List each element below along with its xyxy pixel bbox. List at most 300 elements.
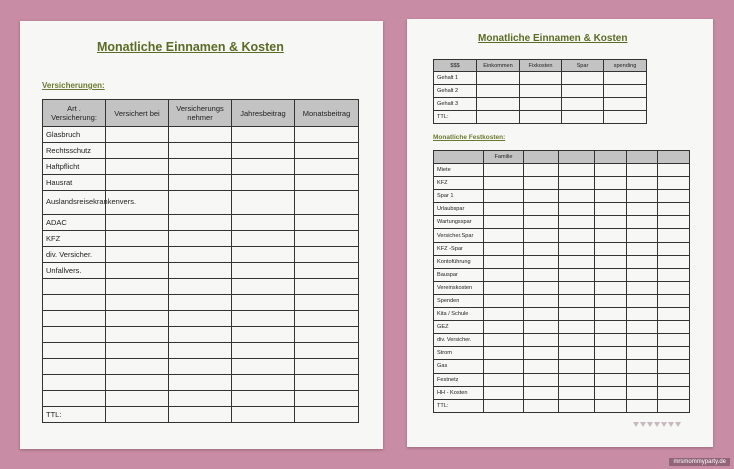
insurance-entry-cell[interactable] — [295, 359, 359, 375]
fixed-costs-entry-cell[interactable] — [627, 294, 658, 307]
fixed-costs-entry-cell[interactable] — [627, 164, 658, 177]
fixed-costs-entry-cell[interactable] — [559, 308, 595, 321]
insurance-entry-cell[interactable] — [232, 215, 295, 231]
fixed-costs-column-header — [627, 151, 658, 164]
insurance-entry-cell[interactable] — [295, 127, 359, 143]
fixed-costs-row-label: Gas — [434, 360, 484, 373]
insurance-column-header: Art . Versicherung: — [43, 100, 106, 127]
insurance-entry-cell[interactable] — [169, 247, 232, 263]
fixed-costs-entry-cell[interactable] — [484, 268, 524, 281]
fixed-costs-entry-cell[interactable] — [559, 203, 595, 216]
fixed-costs-entry-cell[interactable] — [484, 347, 524, 360]
fixed-costs-entry-cell[interactable] — [658, 242, 690, 255]
fixed-costs-entry-cell[interactable] — [627, 190, 658, 203]
insurance-entry-cell[interactable] — [169, 175, 232, 191]
insurance-entry-cell[interactable] — [106, 343, 169, 359]
insurance-entry-cell[interactable] — [169, 159, 232, 175]
insurance-entry-cell[interactable] — [169, 407, 232, 423]
income-entry-cell[interactable] — [520, 111, 562, 124]
fixed-costs-entry-cell[interactable] — [627, 360, 658, 373]
insurance-entry-cell[interactable] — [106, 175, 169, 191]
fixed-costs-row-label: Strom — [434, 347, 484, 360]
income-row — [434, 98, 647, 111]
income-entry-cell[interactable] — [520, 85, 562, 98]
fixed-costs-entry-cell[interactable] — [524, 386, 559, 399]
insurance-row-label — [43, 311, 106, 327]
income-entry-cell[interactable] — [562, 111, 604, 124]
insurance-entry-cell[interactable] — [169, 127, 232, 143]
income-row — [434, 111, 647, 124]
insurance-entry-cell[interactable] — [106, 159, 169, 175]
insurance-entry-cell[interactable] — [232, 159, 295, 175]
fixed-costs-entry-cell[interactable] — [524, 177, 559, 190]
fixed-costs-row-label: HH - Kosten — [434, 386, 484, 399]
income-entry-cell[interactable] — [604, 72, 647, 85]
insurance-row-label — [43, 279, 106, 295]
insurance-entry-cell[interactable] — [295, 263, 359, 279]
fixed-costs-entry-cell[interactable] — [658, 399, 690, 412]
insurance-row-label: Haftpflicht — [43, 159, 106, 175]
fixed-costs-entry-cell[interactable] — [627, 203, 658, 216]
fixed-costs-row — [434, 321, 690, 334]
fixed-costs-entry-cell[interactable] — [524, 360, 559, 373]
income-row — [434, 85, 647, 98]
fixed-costs-entry-cell[interactable] — [559, 164, 595, 177]
fixed-costs-entry-cell[interactable] — [595, 242, 627, 255]
fixed-costs-entry-cell[interactable] — [559, 360, 595, 373]
insurance-row-label: Glasbruch — [43, 127, 106, 143]
fixed-costs-entry-cell[interactable] — [595, 308, 627, 321]
insurance-entry-cell[interactable] — [295, 391, 359, 407]
insurance-entry-cell[interactable] — [169, 311, 232, 327]
fixed-costs-entry-cell[interactable] — [559, 399, 595, 412]
fixed-costs-entry-cell[interactable] — [658, 321, 690, 334]
insurance-row-label: Rechtsschutz — [43, 143, 106, 159]
insurance-entry-cell[interactable] — [232, 263, 295, 279]
insurance-entry-cell[interactable] — [232, 327, 295, 343]
insurance-entry-cell[interactable] — [295, 343, 359, 359]
fixed-costs-row — [434, 268, 690, 281]
fixed-costs-entry-cell[interactable] — [524, 164, 559, 177]
fixed-costs-entry-cell[interactable] — [524, 281, 559, 294]
fixed-costs-entry-cell[interactable] — [627, 308, 658, 321]
fixed-costs-entry-cell[interactable] — [658, 360, 690, 373]
fixed-costs-row-label: Versicher.Spar — [434, 229, 484, 242]
fixed-costs-entry-cell[interactable] — [524, 190, 559, 203]
insurance-entry-cell[interactable] — [169, 143, 232, 159]
insurance-row — [43, 407, 359, 423]
income-entry-cell[interactable] — [562, 85, 604, 98]
insurance-entry-cell[interactable] — [169, 263, 232, 279]
fixed-costs-entry-cell[interactable] — [524, 294, 559, 307]
fixed-costs-entry-cell[interactable] — [627, 216, 658, 229]
insurance-entry-cell[interactable] — [232, 343, 295, 359]
income-row-label: Gehalt 1 — [434, 72, 477, 85]
fixed-costs-entry-cell[interactable] — [559, 386, 595, 399]
fixed-costs-column-header — [524, 151, 559, 164]
fixed-costs-entry-cell[interactable] — [484, 216, 524, 229]
insurance-row — [43, 375, 359, 391]
fixed-costs-row-label: Spenden — [434, 294, 484, 307]
insurance-entry-cell[interactable] — [169, 191, 232, 215]
fixed-costs-entry-cell[interactable] — [484, 281, 524, 294]
insurance-entry-cell[interactable] — [169, 391, 232, 407]
watermark: mrsmommyparty.de — [669, 458, 730, 466]
insurance-entry-cell[interactable] — [169, 231, 232, 247]
insurance-entry-cell[interactable] — [232, 191, 295, 215]
fixed-costs-entry-cell[interactable] — [559, 229, 595, 242]
fixed-costs-row — [434, 399, 690, 412]
insurance-entry-cell[interactable] — [106, 279, 169, 295]
fixed-costs-entry-cell[interactable] — [627, 229, 658, 242]
insurance-entry-cell[interactable] — [295, 279, 359, 295]
insurance-entry-cell[interactable] — [232, 311, 295, 327]
fixed-costs-entry-cell[interactable] — [658, 386, 690, 399]
fixed-costs-entry-cell[interactable] — [595, 190, 627, 203]
insurance-entry-cell[interactable] — [232, 143, 295, 159]
income-entry-cell[interactable] — [520, 98, 562, 111]
insurance-row — [43, 247, 359, 263]
income-entry-cell[interactable] — [604, 85, 647, 98]
income-entry-cell[interactable] — [477, 98, 520, 111]
fixed-costs-row-label: Bauspar — [434, 268, 484, 281]
insurance-row — [43, 231, 359, 247]
fixed-costs-entry-cell[interactable] — [658, 334, 690, 347]
insurance-entry-cell[interactable] — [169, 343, 232, 359]
insurance-entry-cell[interactable] — [232, 279, 295, 295]
fixed-costs-entry-cell[interactable] — [658, 190, 690, 203]
insurance-entry-cell[interactable] — [106, 215, 169, 231]
fixed-costs-entry-cell[interactable] — [658, 203, 690, 216]
insurance-entry-cell[interactable] — [106, 311, 169, 327]
fixed-costs-entry-cell[interactable] — [484, 321, 524, 334]
fixed-costs-entry-cell[interactable] — [658, 268, 690, 281]
fixed-costs-entry-cell[interactable] — [559, 373, 595, 386]
insurance-entry-cell[interactable] — [295, 175, 359, 191]
income-entry-cell[interactable] — [477, 111, 520, 124]
fixed-costs-entry-cell[interactable] — [658, 164, 690, 177]
insurance-row-label — [43, 391, 106, 407]
insurance-entry-cell[interactable] — [232, 247, 295, 263]
fixed-costs-row — [434, 216, 690, 229]
fixed-costs-entry-cell[interactable] — [559, 177, 595, 190]
fixed-costs-entry-cell[interactable] — [595, 294, 627, 307]
fixed-costs-column-header — [658, 151, 690, 164]
fixed-costs-entry-cell[interactable] — [658, 308, 690, 321]
insurance-entry-cell[interactable] — [232, 375, 295, 391]
fixed-costs-entry-cell[interactable] — [658, 281, 690, 294]
insurance-entry-cell[interactable] — [232, 407, 295, 423]
income-entry-cell[interactable] — [477, 85, 520, 98]
insurance-entry-cell[interactable] — [232, 391, 295, 407]
fixed-costs-entry-cell[interactable] — [524, 373, 559, 386]
fixed-costs-entry-cell[interactable] — [484, 399, 524, 412]
fixed-costs-column-header — [595, 151, 627, 164]
insurance-entry-cell[interactable] — [106, 407, 169, 423]
insurance-entry-cell[interactable] — [295, 295, 359, 311]
fixed-costs-row-label: Miete — [434, 164, 484, 177]
insurance-column-header: Monatsbeitrag — [295, 100, 359, 127]
fixed-costs-entry-cell[interactable] — [595, 360, 627, 373]
insurance-row — [43, 143, 359, 159]
fixed-costs-entry-cell[interactable] — [658, 255, 690, 268]
fixed-costs-entry-cell[interactable] — [658, 216, 690, 229]
insurance-entry-cell[interactable] — [106, 375, 169, 391]
fixed-costs-entry-cell[interactable] — [658, 229, 690, 242]
insurance-entry-cell[interactable] — [295, 407, 359, 423]
insurance-column-header: Versichert bei — [106, 100, 169, 127]
insurance-row-label: div. Versicher. — [43, 247, 106, 263]
insurance-entry-cell[interactable] — [169, 359, 232, 375]
insurance-row — [43, 359, 359, 375]
fixed-costs-entry-cell[interactable] — [484, 164, 524, 177]
fixed-costs-entry-cell[interactable] — [559, 281, 595, 294]
fixed-costs-entry-cell[interactable] — [595, 281, 627, 294]
insurance-entry-cell[interactable] — [295, 159, 359, 175]
fixed-costs-entry-cell[interactable] — [627, 386, 658, 399]
fixed-costs-row — [434, 347, 690, 360]
fixed-costs-entry-cell[interactable] — [595, 203, 627, 216]
fixed-costs-entry-cell[interactable] — [559, 347, 595, 360]
fixed-costs-row — [434, 164, 690, 177]
fixed-costs-entry-cell[interactable] — [524, 268, 559, 281]
fixed-costs-entry-cell[interactable] — [559, 268, 595, 281]
fixed-costs-entry-cell[interactable] — [559, 242, 595, 255]
income-entry-cell[interactable] — [562, 98, 604, 111]
fixed-costs-entry-cell[interactable] — [484, 373, 524, 386]
fixed-costs-row-label: GEZ — [434, 321, 484, 334]
fixed-costs-entry-cell[interactable] — [559, 334, 595, 347]
right-sheet — [407, 19, 713, 447]
fixed-costs-row — [434, 334, 690, 347]
insurance-entry-cell[interactable] — [295, 191, 359, 215]
fixed-costs-entry-cell[interactable] — [627, 373, 658, 386]
fixed-costs-entry-cell[interactable] — [658, 294, 690, 307]
fixed-costs-entry-cell[interactable] — [658, 373, 690, 386]
fixed-costs-row — [434, 203, 690, 216]
insurance-row-label — [43, 343, 106, 359]
fixed-costs-entry-cell[interactable] — [627, 177, 658, 190]
insurance-row — [43, 327, 359, 343]
fixed-costs-row — [434, 373, 690, 386]
insurance-row-label: ADAC — [43, 215, 106, 231]
insurance-row-label — [43, 295, 106, 311]
fixed-costs-entry-cell[interactable] — [484, 190, 524, 203]
income-row-label: Gehalt 2 — [434, 85, 477, 98]
fixed-costs-row-label: Vereinskosten — [434, 281, 484, 294]
fixed-costs-entry-cell[interactable] — [559, 294, 595, 307]
fixed-costs-row-label: Spar 1 — [434, 190, 484, 203]
fixed-costs-entry-cell[interactable] — [484, 242, 524, 255]
fixed-costs-entry-cell[interactable] — [595, 334, 627, 347]
fixed-costs-entry-cell[interactable] — [595, 177, 627, 190]
income-row — [434, 72, 647, 85]
fixed-costs-entry-cell[interactable] — [484, 308, 524, 321]
fixed-costs-entry-cell[interactable] — [559, 255, 595, 268]
fixed-costs-entry-cell[interactable] — [595, 399, 627, 412]
fixed-costs-entry-cell[interactable] — [627, 399, 658, 412]
fixed-costs-entry-cell[interactable] — [524, 229, 559, 242]
fixed-costs-column-header: Familie — [484, 151, 524, 164]
fixed-costs-row-label: Kita / Schule — [434, 308, 484, 321]
fixed-costs-row-label: Urlaubspar — [434, 203, 484, 216]
insurance-table — [42, 99, 359, 423]
fixed-costs-row-label: Wartungsspar — [434, 216, 484, 229]
fixed-costs-entry-cell[interactable] — [524, 203, 559, 216]
insurance-row — [43, 311, 359, 327]
insurance-entry-cell[interactable] — [106, 359, 169, 375]
fixed-costs-entry-cell[interactable] — [658, 347, 690, 360]
income-column-header: Fixkosten — [520, 60, 562, 72]
fixed-costs-row-label: TTL: — [434, 399, 484, 412]
insurance-section-heading: Versicherungen: — [42, 81, 105, 90]
income-entry-cell[interactable] — [477, 72, 520, 85]
insurance-entry-cell[interactable] — [106, 127, 169, 143]
fixed-costs-row — [434, 255, 690, 268]
insurance-row — [43, 263, 359, 279]
fixed-costs-entry-cell[interactable] — [484, 294, 524, 307]
fixed-costs-row — [434, 360, 690, 373]
fixed-costs-entry-cell[interactable] — [627, 334, 658, 347]
income-entry-cell[interactable] — [604, 98, 647, 111]
insurance-entry-cell[interactable] — [232, 175, 295, 191]
fixed-costs-entry-cell[interactable] — [484, 334, 524, 347]
fixed-costs-entry-cell[interactable] — [595, 216, 627, 229]
fixed-costs-entry-cell[interactable] — [595, 386, 627, 399]
fixed-costs-entry-cell[interactable] — [484, 386, 524, 399]
brand-logo — [633, 422, 681, 436]
insurance-entry-cell[interactable] — [232, 295, 295, 311]
income-row-label: Gehalt 3 — [434, 98, 477, 111]
fixed-costs-entry-cell[interactable] — [627, 268, 658, 281]
insurance-row-label: KFZ — [43, 231, 106, 247]
fixed-costs-entry-cell[interactable] — [595, 255, 627, 268]
insurance-entry-cell[interactable] — [106, 391, 169, 407]
insurance-entry-cell[interactable] — [106, 327, 169, 343]
insurance-column-header: Jahresbeitrag — [232, 100, 295, 127]
insurance-row — [43, 175, 359, 191]
insurance-entry-cell[interactable] — [295, 247, 359, 263]
income-header-row — [434, 60, 647, 72]
left-sheet — [20, 21, 383, 449]
income-row-label: TTL: — [434, 111, 477, 124]
fixed-costs-column-header — [559, 151, 595, 164]
fixed-costs-entry-cell[interactable] — [627, 347, 658, 360]
fixed-costs-entry-cell[interactable] — [595, 268, 627, 281]
fixed-costs-entry-cell[interactable] — [559, 321, 595, 334]
insurance-entry-cell[interactable] — [295, 143, 359, 159]
insurance-row — [43, 343, 359, 359]
fixed-costs-entry-cell[interactable] — [524, 242, 559, 255]
insurance-row — [43, 295, 359, 311]
fixed-costs-entry-cell[interactable] — [627, 242, 658, 255]
insurance-row-label — [43, 359, 106, 375]
insurance-entry-cell[interactable] — [295, 327, 359, 343]
insurance-entry-cell[interactable] — [169, 327, 232, 343]
insurance-entry-cell[interactable] — [169, 279, 232, 295]
insurance-entry-cell[interactable] — [106, 247, 169, 263]
fixed-costs-entry-cell[interactable] — [484, 203, 524, 216]
income-column-header: Einkommen — [477, 60, 520, 72]
insurance-row-label: Auslandsreisekrankenvers. — [43, 191, 106, 215]
fixed-costs-row-label: Kontoführung — [434, 255, 484, 268]
insurance-entry-cell[interactable] — [106, 231, 169, 247]
fixed-costs-row — [434, 281, 690, 294]
fixed-costs-entry-cell[interactable] — [524, 255, 559, 268]
fixed-costs-entry-cell[interactable] — [484, 360, 524, 373]
fixed-costs-entry-cell[interactable] — [627, 281, 658, 294]
fixed-costs-entry-cell[interactable] — [595, 347, 627, 360]
fixed-costs-entry-cell[interactable] — [524, 347, 559, 360]
insurance-entry-cell[interactable] — [295, 231, 359, 247]
fixed-costs-entry-cell[interactable] — [595, 229, 627, 242]
fixed-costs-row — [434, 177, 690, 190]
right-title: Monatliche Einnamen & Kosten — [478, 33, 628, 44]
fixed-costs-row — [434, 308, 690, 321]
fixed-costs-row-label: KFZ -Spar — [434, 242, 484, 255]
fixed-costs-entry-cell[interactable] — [524, 399, 559, 412]
fixed-costs-entry-cell[interactable] — [524, 334, 559, 347]
left-title: Monatliche Einnamen & Kosten — [97, 40, 284, 54]
insurance-entry-cell[interactable] — [232, 231, 295, 247]
insurance-row — [43, 215, 359, 231]
insurance-header-row — [43, 100, 359, 127]
income-entry-cell[interactable] — [604, 111, 647, 124]
fixed-costs-row — [434, 229, 690, 242]
fixed-costs-entry-cell[interactable] — [658, 177, 690, 190]
income-table — [433, 59, 647, 124]
insurance-entry-cell[interactable] — [106, 295, 169, 311]
insurance-entry-cell[interactable] — [169, 295, 232, 311]
income-column-header: $$$ — [434, 60, 477, 72]
insurance-entry-cell[interactable] — [295, 311, 359, 327]
insurance-row-label — [43, 327, 106, 343]
income-column-header: spending — [604, 60, 647, 72]
fixed-costs-row-label: KFZ — [434, 177, 484, 190]
fixed-costs-entry-cell[interactable] — [484, 255, 524, 268]
insurance-entry-cell[interactable] — [295, 375, 359, 391]
fixed-costs-entry-cell[interactable] — [559, 190, 595, 203]
fixed-costs-entry-cell[interactable] — [524, 216, 559, 229]
fixed-costs-row — [434, 190, 690, 203]
fixed-costs-entry-cell[interactable] — [595, 321, 627, 334]
fixed-costs-entry-cell[interactable] — [524, 321, 559, 334]
insurance-entry-cell[interactable] — [232, 127, 295, 143]
fixed-costs-entry-cell[interactable] — [627, 321, 658, 334]
insurance-row-label — [43, 375, 106, 391]
fixed-costs-entry-cell[interactable] — [559, 216, 595, 229]
fixed-costs-header-row — [434, 151, 690, 164]
income-entry-cell[interactable] — [520, 72, 562, 85]
fixed-costs-row-label: div. Versicher. — [434, 334, 484, 347]
insurance-entry-cell[interactable] — [106, 263, 169, 279]
fixed-costs-entry-cell[interactable] — [627, 255, 658, 268]
fixed-costs-entry-cell[interactable] — [484, 177, 524, 190]
fixed-costs-row — [434, 242, 690, 255]
insurance-entry-cell[interactable] — [169, 215, 232, 231]
fixed-costs-row — [434, 386, 690, 399]
fixed-costs-entry-cell[interactable] — [524, 308, 559, 321]
insurance-entry-cell[interactable] — [232, 359, 295, 375]
fixed-costs-entry-cell[interactable] — [595, 373, 627, 386]
insurance-entry-cell[interactable] — [106, 143, 169, 159]
fixed-costs-entry-cell[interactable] — [595, 164, 627, 177]
insurance-entry-cell[interactable] — [169, 375, 232, 391]
fixed-costs-entry-cell[interactable] — [484, 229, 524, 242]
income-entry-cell[interactable] — [562, 72, 604, 85]
insurance-row-label: Unfallvers. — [43, 263, 106, 279]
insurance-entry-cell[interactable] — [295, 215, 359, 231]
